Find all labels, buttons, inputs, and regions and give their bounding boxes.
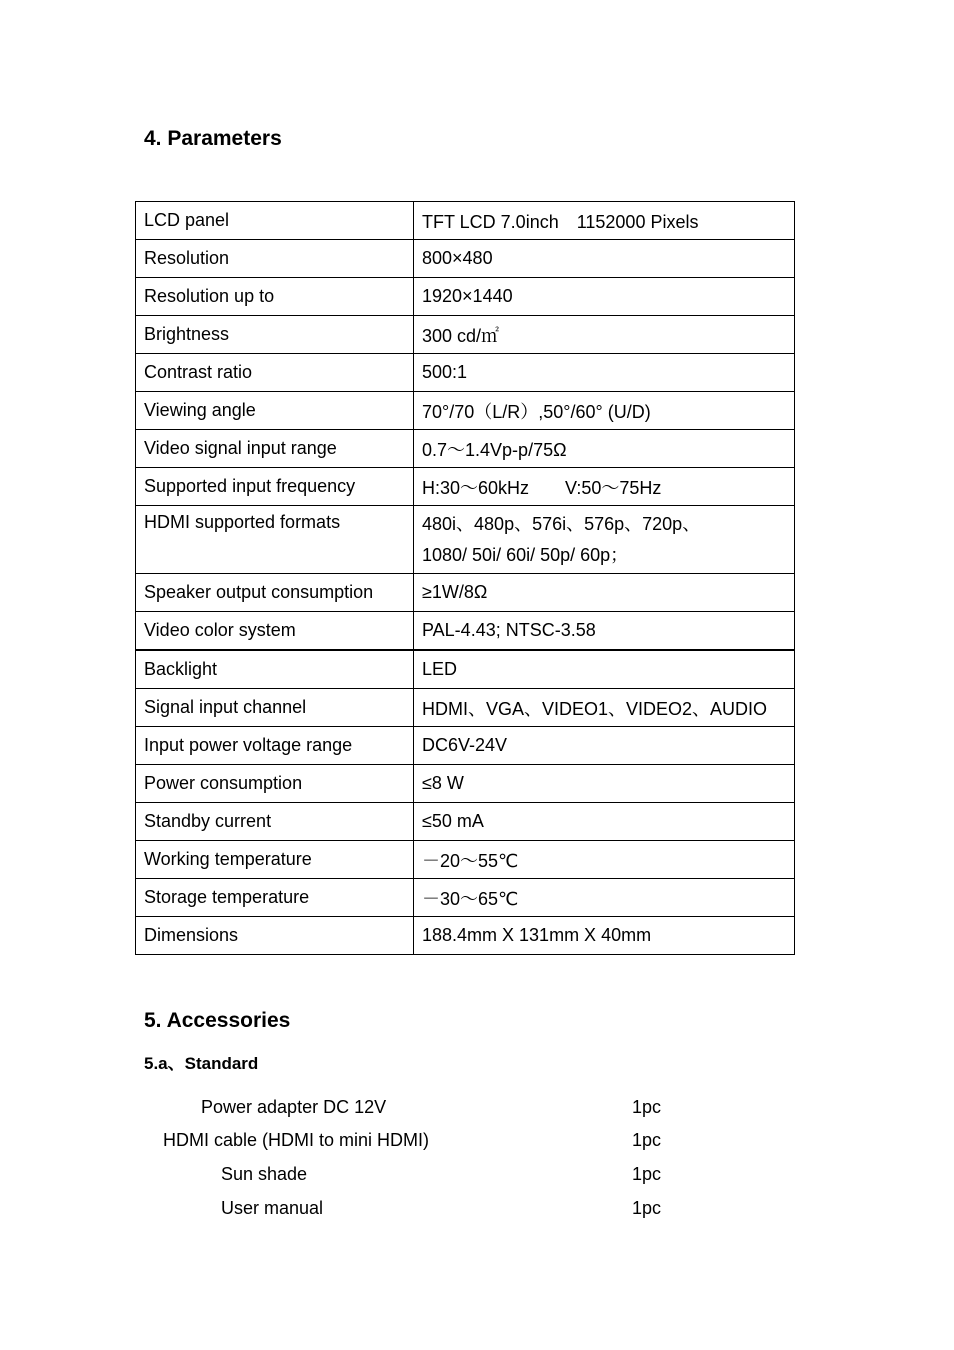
table-row	[136, 650, 795, 689]
subsection-title-standard: 5.a、Standard	[144, 1054, 259, 1073]
table-row	[136, 202, 795, 240]
table-row	[136, 574, 795, 612]
param-value: HDMI、VGA、VIDEO1、VIDEO2、AUDIO	[414, 689, 795, 727]
param-value: 500:1	[414, 354, 795, 392]
param-label: Dimensions	[136, 917, 414, 955]
parameters-table	[135, 201, 795, 955]
table-row	[136, 278, 795, 316]
accessory-name: Power adapter DC 12V	[201, 1097, 387, 1117]
param-label: Backlight	[136, 650, 414, 689]
section-title-accessories: 5. Accessories	[144, 1009, 291, 1032]
param-label: Signal input channel	[136, 689, 414, 727]
accessory-qty: 1pc	[632, 1097, 662, 1117]
table-row	[136, 240, 795, 278]
param-label: Supported input frequency	[136, 468, 414, 506]
param-value: 0.7～1.4Vp-p/75Ω	[414, 430, 795, 468]
param-label: Standby current	[136, 803, 414, 841]
param-value: PAL-4.43; NTSC-3.58	[414, 612, 795, 651]
param-label: Video signal input range	[136, 430, 414, 468]
table-row	[136, 917, 795, 955]
accessory-name: Sun shade	[221, 1164, 308, 1184]
param-label: Working temperature	[136, 841, 414, 879]
accessory-qty: 1pc	[632, 1198, 662, 1218]
table-row	[136, 689, 795, 727]
param-label: HDMI supported formats	[136, 506, 414, 574]
param-label: Brightness	[136, 316, 414, 354]
param-value: DC6V-24V	[414, 727, 795, 765]
param-value: ≥1W/8Ω	[414, 574, 795, 612]
accessory-qty: 1pc	[632, 1164, 662, 1184]
param-value: 188.4mm X 131mm X 40mm	[414, 917, 795, 955]
param-value: ≤8 W	[414, 765, 795, 803]
table-row	[136, 803, 795, 841]
table-row	[136, 841, 795, 879]
param-label: Speaker output consumption	[136, 574, 414, 612]
param-label: Power consumption	[136, 765, 414, 803]
section-title-parameters: 4. Parameters	[144, 127, 282, 150]
param-label: Viewing angle	[136, 392, 414, 430]
param-label: Contrast ratio	[136, 354, 414, 392]
param-value: 800×480	[414, 240, 795, 278]
accessory-name: HDMI cable (HDMI to mini HDMI)	[163, 1130, 430, 1150]
table-row	[136, 430, 795, 468]
param-value: ≤50 mA	[414, 803, 795, 841]
param-value	[414, 506, 795, 574]
param-value: TFT LCD 7.0inch 1152000 Pixels	[414, 202, 795, 240]
param-value-line: 1080/ 50i/ 60i/ 50p/ 60p；	[422, 544, 629, 565]
param-label: Resolution up to	[136, 278, 414, 316]
table-row	[136, 612, 795, 651]
param-value-line: 480i、480p、576i、576p、720p、	[422, 513, 701, 534]
accessory-name: User manual	[221, 1198, 324, 1218]
param-label: Resolution	[136, 240, 414, 278]
param-label: LCD panel	[136, 202, 414, 240]
table-row	[136, 765, 795, 803]
table-row	[136, 879, 795, 917]
param-label: Storage temperature	[136, 879, 414, 917]
param-value: H:30～60kHz V:50～75Hz	[414, 468, 795, 506]
table-row	[136, 392, 795, 430]
table-row	[136, 468, 795, 506]
param-label: Input power voltage range	[136, 727, 414, 765]
table-row	[136, 354, 795, 392]
table-row	[136, 506, 795, 574]
param-value: 70°/70（L/R）,50°/60° (U/D)	[414, 392, 795, 430]
table-row	[136, 727, 795, 765]
table-row	[136, 316, 795, 354]
param-value: －30～65℃	[414, 879, 795, 917]
param-value: －20～55℃	[414, 841, 795, 879]
param-label: Video color system	[136, 612, 414, 651]
param-value: LED	[414, 650, 795, 689]
param-value: 300 cd/㎡	[414, 316, 795, 354]
param-value: 1920×1440	[414, 278, 795, 316]
accessory-qty: 1pc	[632, 1130, 662, 1150]
